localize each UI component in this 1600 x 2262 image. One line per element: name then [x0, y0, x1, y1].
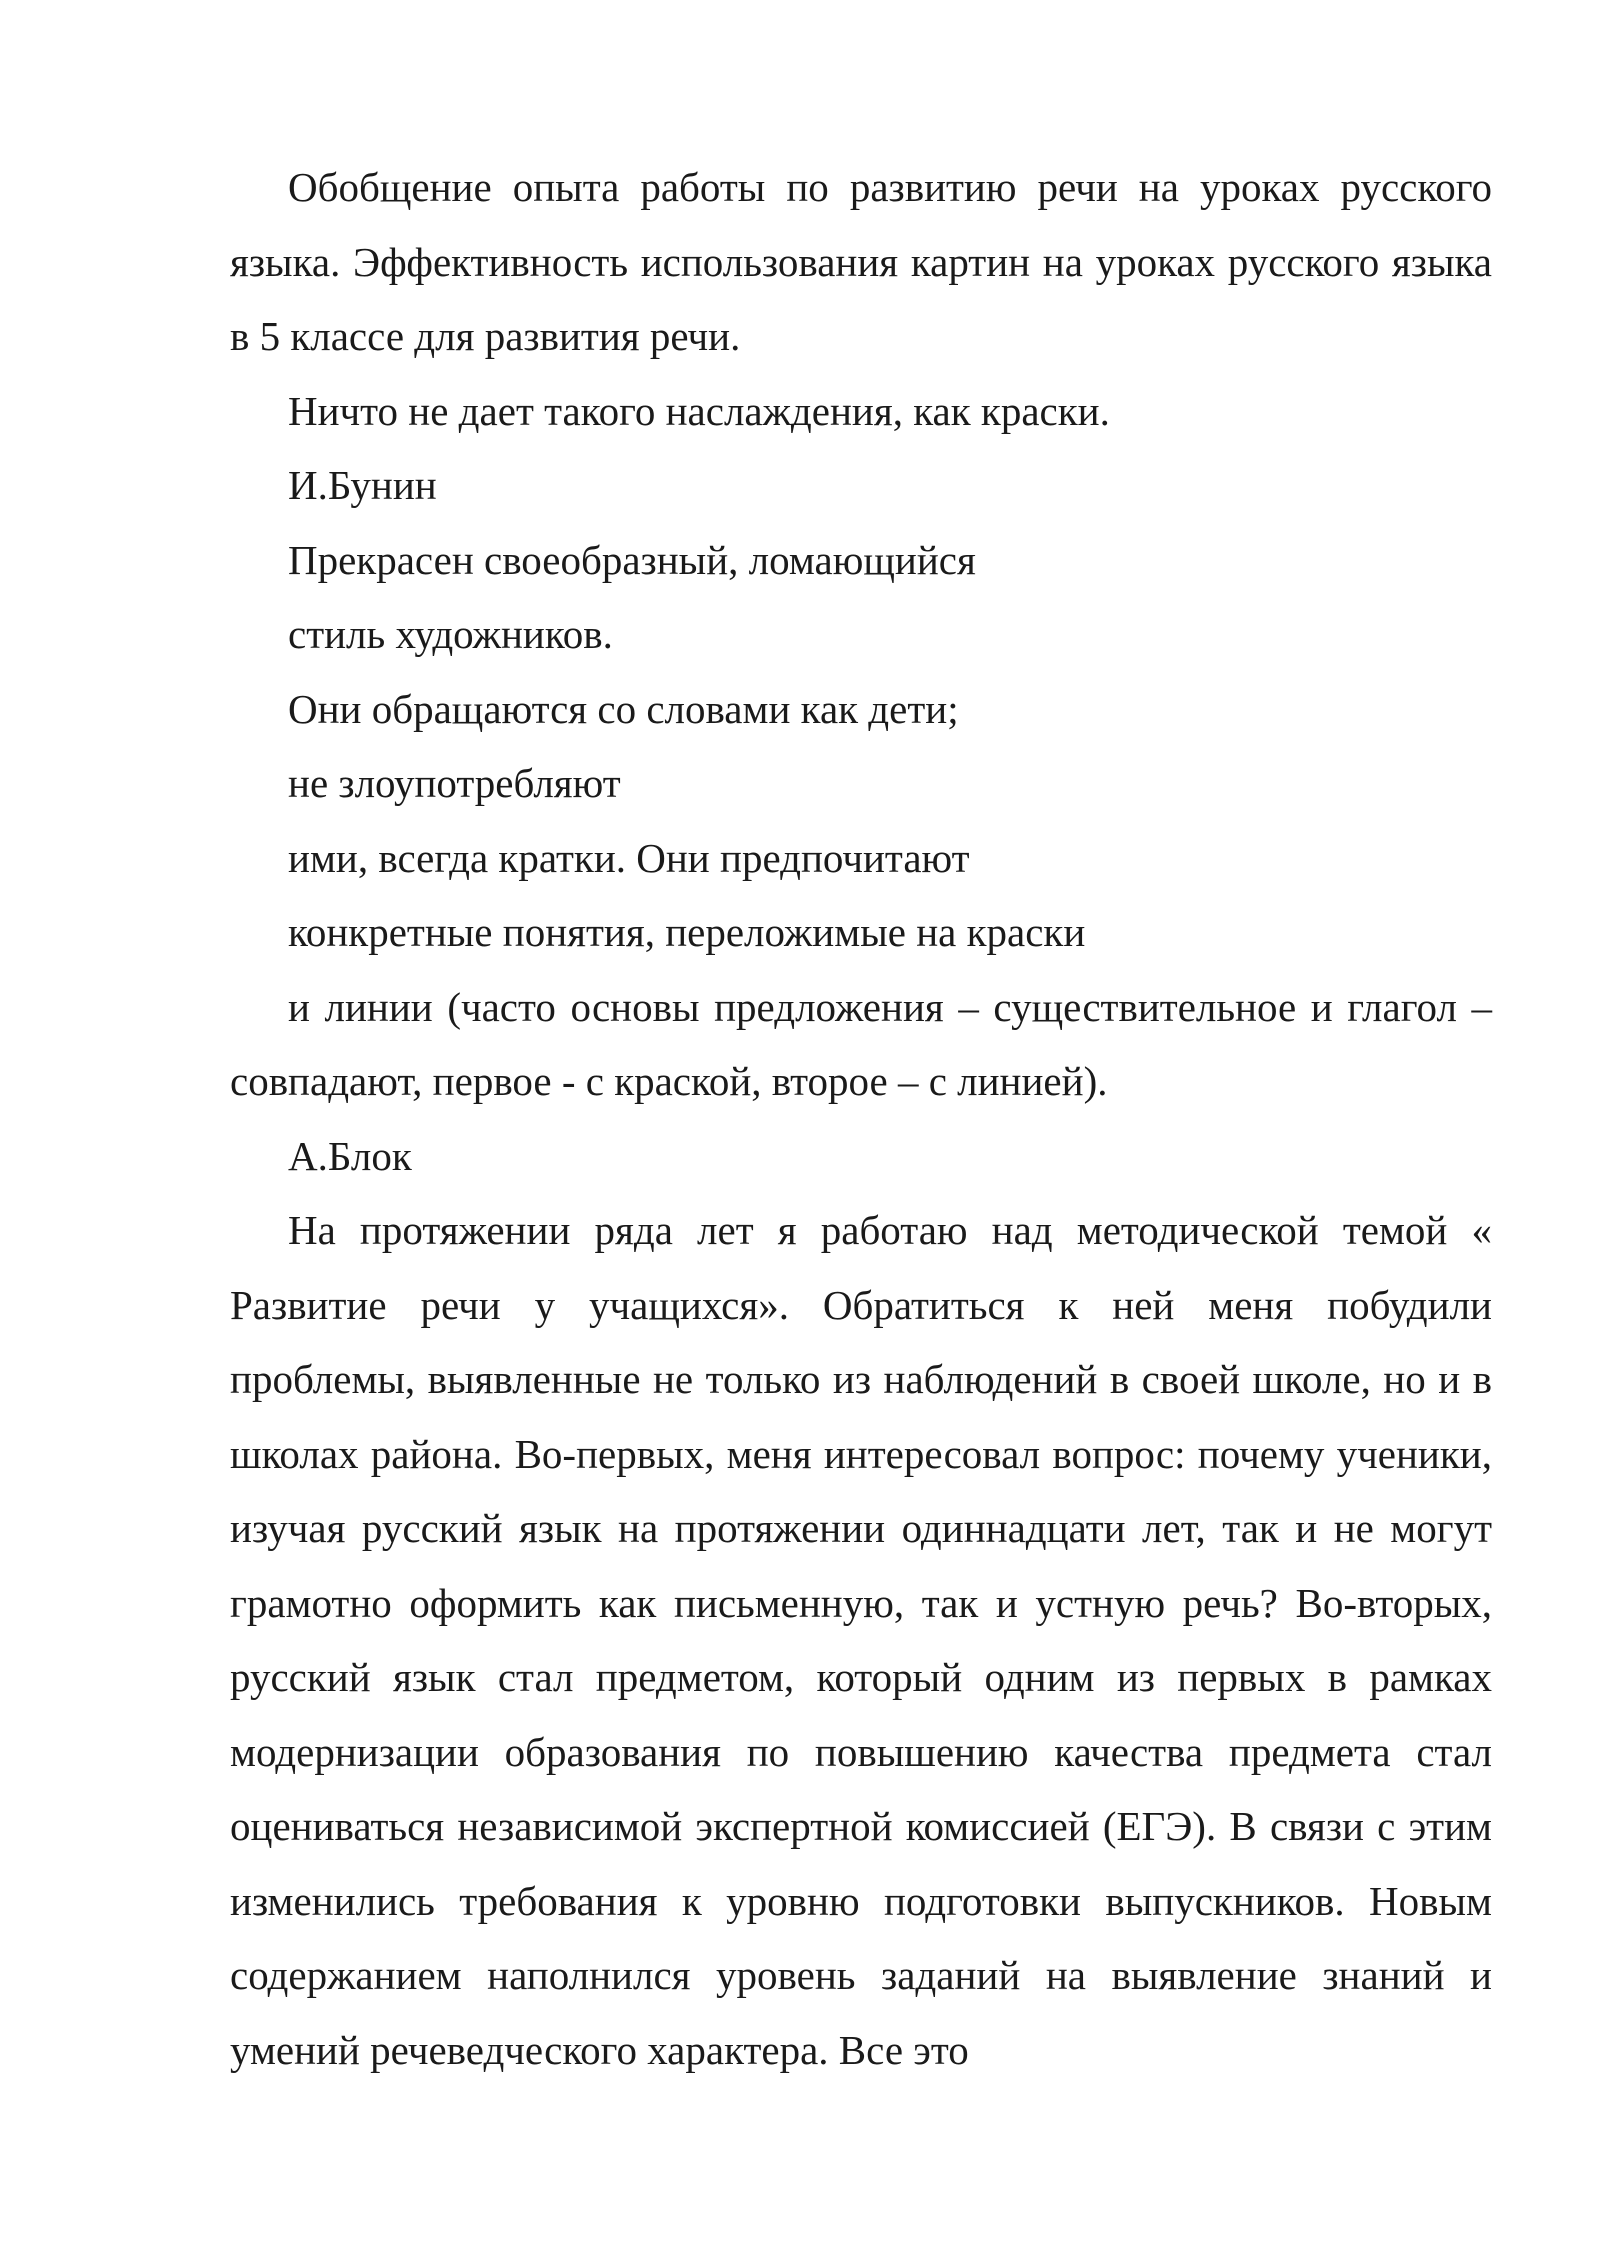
epigraph-line: конкретные понятия, переложимые на краски: [288, 909, 1086, 955]
epigraph-line: Прекрасен своеобразный, ломающийся: [288, 536, 976, 583]
body-paragraph: На протяжении ряда лет я работаю над методической темой « Развитие речи у учащихся». Обратиться к ней меня побудили проблемы, выявленные не только из наблюдений в своей школе, но и в школах района. Во-первых, меня интересовал вопрос: почему ученики, изучая русский язык на протяжении одиннадцати лет, так и не могут грамотно оформить как письменную, так и устную речь? Во-вторых, русский язык стал предметом, который одним из первых в рамках модернизации образования по повышению качества предмета стал оцениваться независимой экспертной комиссией (ЕГЭ). В связи с этим изменились требования к уровню подготовки выпускников. Новым содержанием наполнился уровень заданий на выявление знаний и умений речеведческого характера. Все это: [230, 1207, 1492, 2073]
epigraph-line: и линии (часто основы предложения – существительное и глагол – совпадают, первое - с краской, второе – с линией).: [230, 983, 1492, 1104]
epigraph-author-blok: А.Блок: [288, 1132, 412, 1179]
document-body: [230, 150, 1492, 2087]
epigraph-line: стиль художников.: [288, 611, 613, 657]
epigraph-author-bunin: И.Бунин: [288, 462, 437, 508]
epigraph-line: Они обращаются со словами как дети;: [288, 685, 959, 732]
epigraph-quote-bunin: Ничто не дает такого наслаждения, как краски.: [288, 387, 1110, 434]
intro-paragraph: Обобщение опыта работы по развитию речи на уроках русского языка. Эффективность использования картин на уроках русского языка в 5 классе для развития речи.: [230, 164, 1492, 359]
epigraph-line: ими, всегда кратки. Они предпочитают: [288, 834, 970, 881]
epigraph-line: не злоупотребляют: [288, 760, 621, 806]
